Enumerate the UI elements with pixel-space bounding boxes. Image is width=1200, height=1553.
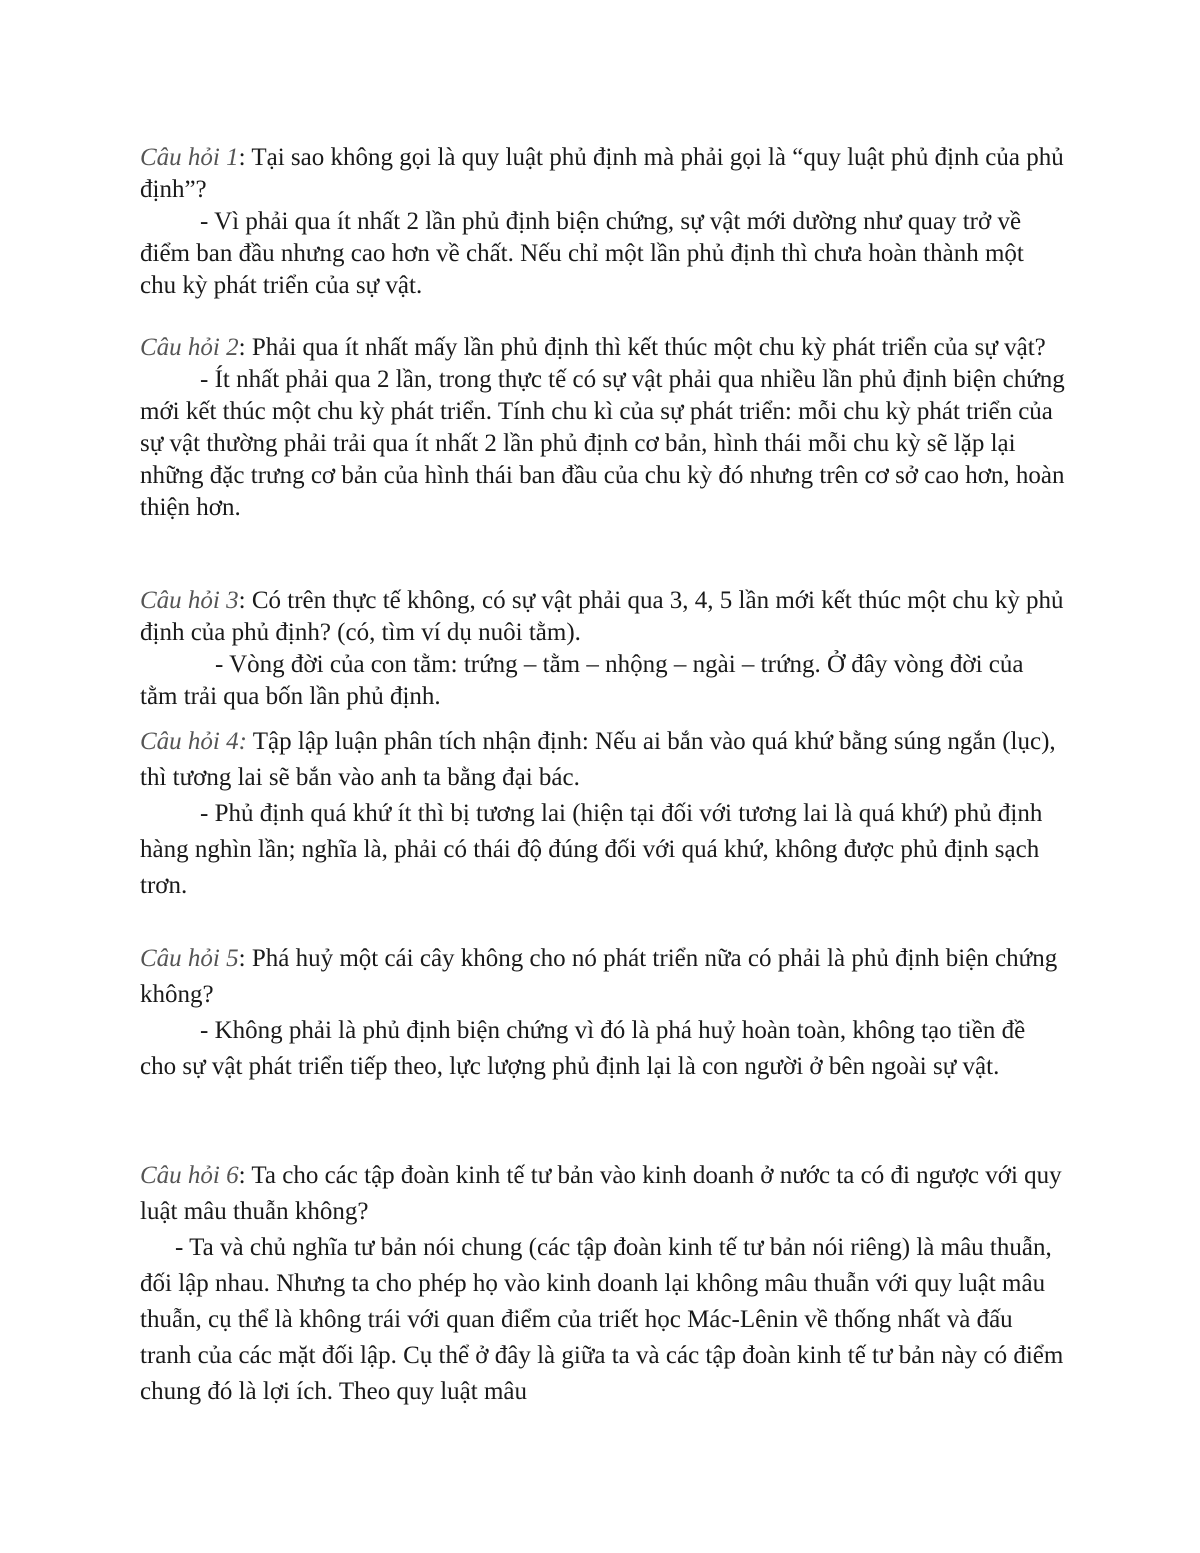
question-body-6: : Ta cho các tập đoàn kinh tế tư bản vào kinh doanh ở nước ta có đi ngược với quy luật mâu thuẫn không? [140, 1162, 1062, 1225]
question-label-1: Câu hỏi 1 [140, 144, 239, 171]
question-label-5: Câu hỏi 5 [140, 945, 239, 972]
answer-text-1: - Vì phải qua ít nhất 2 lần phủ định biện chứng, sự vật mới dường như quay trở về điểm ban đầu nhưng cao hơn về chất. Nếu chỉ một lần phủ định thì chưa hoàn thành một chu kỳ phát triển của sự vật. [140, 208, 1024, 299]
question-text-6 [140, 1158, 1065, 1230]
question-block-1 [140, 142, 1065, 302]
question-label-2: Câu hỏi 2 [140, 334, 239, 361]
question-block-6 [140, 1158, 1065, 1410]
question-body-3: : Có trên thực tế không, có sự vật phải qua 3, 4, 5 lần mới kết thúc một chu kỳ phủ định của phủ định? (có, tìm ví dụ nuôi tằm). [140, 587, 1064, 646]
question-text-2 [140, 332, 1065, 364]
answer-text-6: - Ta và chủ nghĩa tư bản nói chung (các tập đoàn kinh tế tư bản nói riêng) là mâu thuẫn, đối lập nhau. Nhưng ta cho phép họ vào kinh doanh lại không mâu thuẫn với quy luật mâu thuẫn, cụ thể là không trái với quan điểm của triết học Mác-Lênin về thống nhất và đấu tranh của các mặt đối lập. Cụ thể ở đây là giữa ta và các tập đoàn kinh tế tư bản này có điểm chung đó là lợi ích. Theo quy luật mâu [140, 1234, 1064, 1405]
question-label-4: Câu hỏi 4: [140, 728, 247, 755]
question-block-3 [140, 585, 1065, 713]
question-text-5 [140, 941, 1065, 1013]
question-body-1: : Tại sao không gọi là quy luật phủ định mà phải gọi là “quy luật phủ định của phủ định”? [140, 144, 1064, 203]
answer-text-5: - Không phải là phủ định biện chứng vì đó là phá huỷ hoàn toàn, không tạo tiền đề cho sự vật phát triển tiếp theo, lực lượng phủ định lại là con người ở bên ngoài sự vật. [140, 1017, 1026, 1080]
question-label-3: Câu hỏi 3 [140, 587, 239, 614]
question-body-2: : Phải qua ít nhất mấy lần phủ định thì kết thúc một chu kỳ phát triển của sự vật? [238, 334, 1046, 361]
question-label-6: Câu hỏi 6 [140, 1162, 239, 1189]
question-body-4: Tập lập luận phân tích nhận định: Nếu ai bắn vào quá khứ bằng súng ngắn (lục), thì tương lai sẽ bắn vào anh ta bằng đại bác. [140, 728, 1056, 791]
question-block-4 [140, 724, 1065, 904]
question-body-5: : Phá huỷ một cái cây không cho nó phát triển nữa có phải là phủ định biện chứng không? [140, 945, 1058, 1008]
question-block-2 [140, 332, 1065, 524]
question-text-4 [140, 724, 1065, 796]
question-text-1 [140, 142, 1065, 206]
answer-text-4: - Phủ định quá khứ ít thì bị tương lai (hiện tại đối với tương lai là quá khứ) phủ định hàng nghìn lần; nghĩa là, phải có thái độ đúng đối với quá khứ, không được phủ định sạch trơn. [140, 800, 1043, 899]
question-block-5 [140, 941, 1065, 1085]
answer-text-3: - Vòng đời của con tằm: trứng – tằm – nhộng – ngài – trứng. Ở đây vòng đời của tằm trải qua bốn lần phủ định. [140, 651, 1024, 710]
question-text-3 [140, 585, 1065, 649]
answer-text-2: - Ít nhất phải qua 2 lần, trong thực tế có sự vật phải qua nhiều lần phủ định biện chứng mới kết thúc một chu kỳ phát triển. Tính chu kì của sự phát triển: mỗi chu kỳ phát triển của sự vật thường phải trải qua ít nhất 2 lần phủ định cơ bản, hình thái mỗi chu kỳ sẽ lặp lại những đặc trưng cơ bản của hình thái ban đầu của chu kỳ đó nhưng trên cơ sở cao hơn, hoàn thiện hơn. [140, 366, 1065, 521]
